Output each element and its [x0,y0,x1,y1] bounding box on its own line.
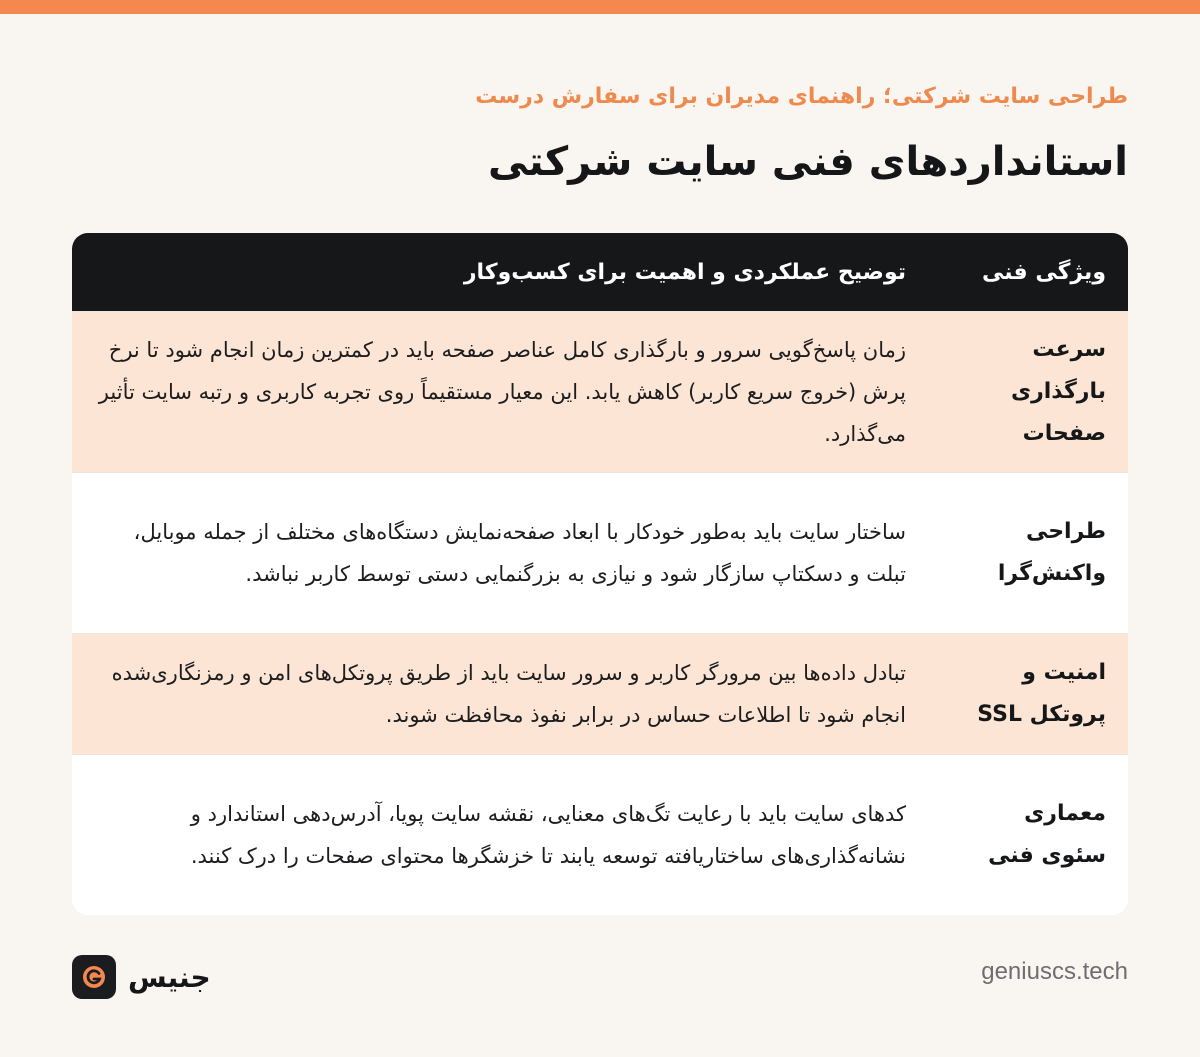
row-feature: امنیت و پروتکل SSL [977,660,1106,727]
page-subtitle: طراحی سایت شرکتی؛ راهنمای مدیران برای سفارش درست [475,84,1128,109]
row-feature: طراحی واکنش‌گرا [997,519,1106,586]
column-header-feature: ویژگی فنی [982,259,1106,285]
brand-name: جنیس [128,960,211,994]
row-feature: سرعت بارگذاری صفحات [1010,337,1106,446]
row-description: تبادل داده‌ها بین مرورگر کاربر و سرور سایت باید از طریق پروتکل‌های امن و رمزنگاری‌شده انجام شود تا اطلاعات حساس در برابر نفوذ محافظت شوند. [111,661,906,727]
table-row [72,311,1128,472]
top-accent-bar [0,0,1200,14]
site-url[interactable]: geniuscs.tech [981,958,1128,985]
brand-logo[interactable] [72,955,211,999]
page-title: استانداردهای فنی سایت شرکتی [488,139,1128,185]
row-description: کدهای سایت باید با رعایت تگ‌های معنایی، نقشه سایت پویا، آدرس‌دهی استاندارد و نشانه‌گذاری‌های ساختاریافته توسعه یابند تا خزشگرها محتوای صفحات را درک کنند. [190,802,906,868]
table-header [72,233,1128,311]
row-description: ساختار سایت باید به‌طور خودکار با ابعاد صفحه‌نمایش دستگاه‌های مختلف از جمله موبایل، تبلت و دسکتاپ سازگار شود و نیازی به بزرگنمایی دستی توسط کاربر نباشد. [133,520,906,586]
genius-g-icon [72,955,116,999]
page-header [72,80,1128,190]
row-description: زمان پاسخ‌گویی سرور و بارگذاری کامل عناصر صفحه باید در کمترین زمان انجام شود تا نرخ پرش (خروج سریع کاربر) کاهش یابد. این معیار مستقیماً روی تجربه کاربری و رتبه سایت تأثیر می‌گذارد. [98,338,906,446]
table-row [72,754,1128,915]
table-row [72,472,1128,633]
column-header-description: توضیح عملکردی و اهمیت برای کسب‌وکار [463,259,906,285]
table-row [72,633,1128,754]
standards-table [72,233,1128,915]
row-feature: معماری سئوی فنی [988,801,1106,868]
